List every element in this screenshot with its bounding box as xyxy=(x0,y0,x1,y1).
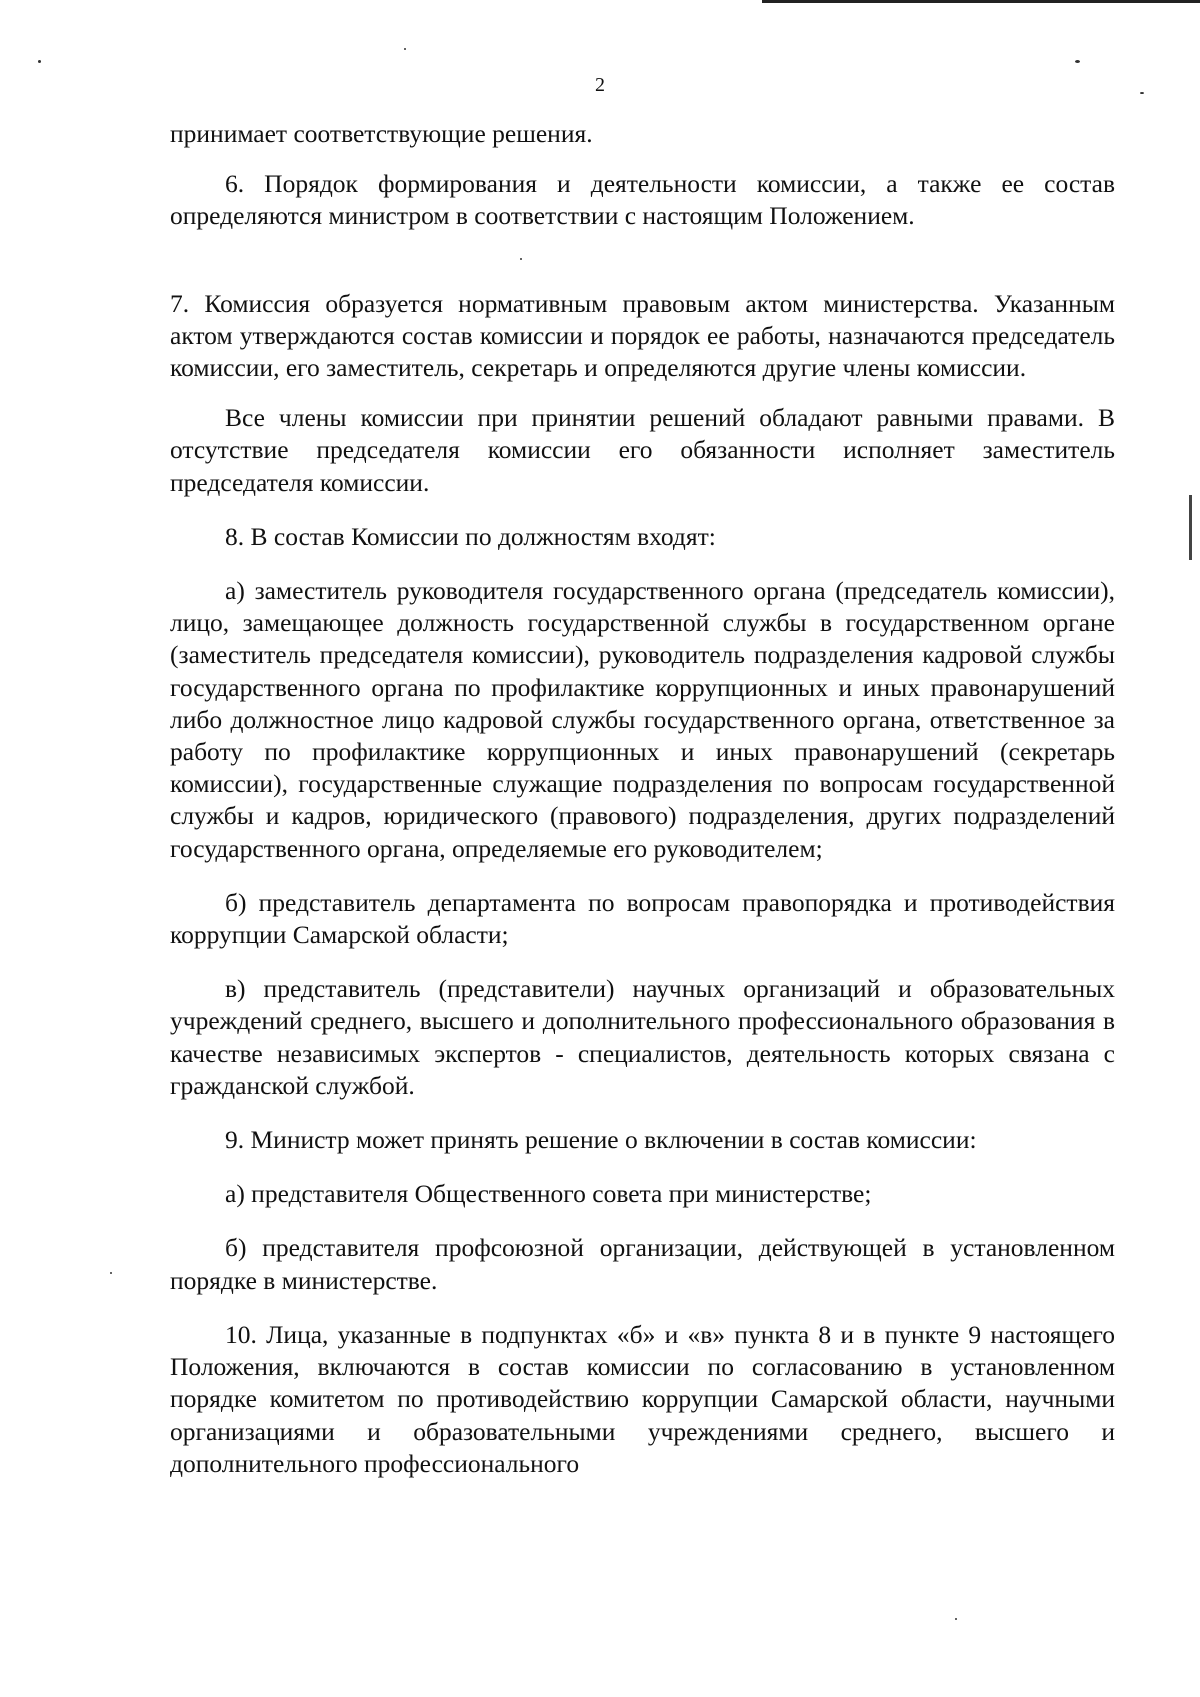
paragraph-item-9a: а) представителя Общественного совета при министерстве; xyxy=(225,1179,872,1209)
paragraph-continuation: принимает соответствующие решения. xyxy=(170,119,593,148)
paragraph-item-9: 9. Министр может принять решение о включении в состав комиссии: xyxy=(225,1125,977,1155)
scan-speck xyxy=(110,1272,112,1274)
paragraph-item-8a: а) заместитель руководителя государственного органа (председатель комиссии), лицо, замещающее должность государственной службы в государственном органе (заместитель председателя комиссии), руководитель подразделения кадровой службы государственного органа по профилактике коррупционных и иных правонарушений либо должностное лицо кадровой службы государственного органа, ответственное за работу по профилактике коррупционных и иных правонарушений (секретарь комиссии), государственные служащие подразделения по вопросам государственной службы и кадров, юридического (правового) подразделения, других подразделений государственного органа, определяемые его руководителем; xyxy=(170,576,1115,863)
scan-speck xyxy=(404,48,406,50)
scan-speck xyxy=(1075,60,1080,63)
paragraph-item-9b: б) представителя профсоюзной организации, действующей в установленном порядке в министерстве. xyxy=(170,1233,1115,1295)
paragraph-item-7: 7. Комиссия образуется нормативным правовым актом министерства. Указанным актом утверждаются состав комиссии и порядок ее работы, назначаются председатель комиссии, его заместитель, секретарь и определяются другие члены комиссии. xyxy=(170,288,1115,383)
paragraph-item-8b: б) представитель департамента по вопросам правопорядка и противодействия коррупции Самарской области; xyxy=(170,887,1115,950)
paragraph-equal-rights: Все члены комиссии при принятии решений обладают равными правами. В отсутствие председателя комиссии его обязанности исполняет заместитель председателя комиссии. xyxy=(170,403,1115,497)
scan-edge-line xyxy=(762,0,1200,3)
scan-speck xyxy=(38,60,41,63)
paragraph-item-8: 8. В состав Комиссии по должностям входят: xyxy=(225,521,716,551)
scan-speck xyxy=(955,1618,957,1620)
page-number: 2 xyxy=(595,74,605,96)
paragraph-item-8v: в) представитель (представители) научных организаций и образовательных учреждений среднего, высшего и дополнительного профессионального образования в качестве независимых экспертов - специалистов, деятельность которых связана с гражданской службой. xyxy=(170,974,1115,1100)
paragraph-item-10: 10. Лица, указанные в подпунктах «б» и «в» пункта 8 и в пункте 9 настоящего Положения, включаются в состав комиссии по согласованию в установленном порядке комитетом по противодействию коррупции Самарской области, научными организациями и образовательными учреждениями среднего, высшего и дополнительного профессионального xyxy=(170,1319,1115,1478)
scan-edge-mark xyxy=(1189,495,1192,560)
paragraph-item-6: 6. Порядок формирования и деятельности комиссии, а также ее состав определяются министром в соответствии с настоящим Положением. xyxy=(170,169,1115,231)
document-body xyxy=(170,118,1115,1480)
